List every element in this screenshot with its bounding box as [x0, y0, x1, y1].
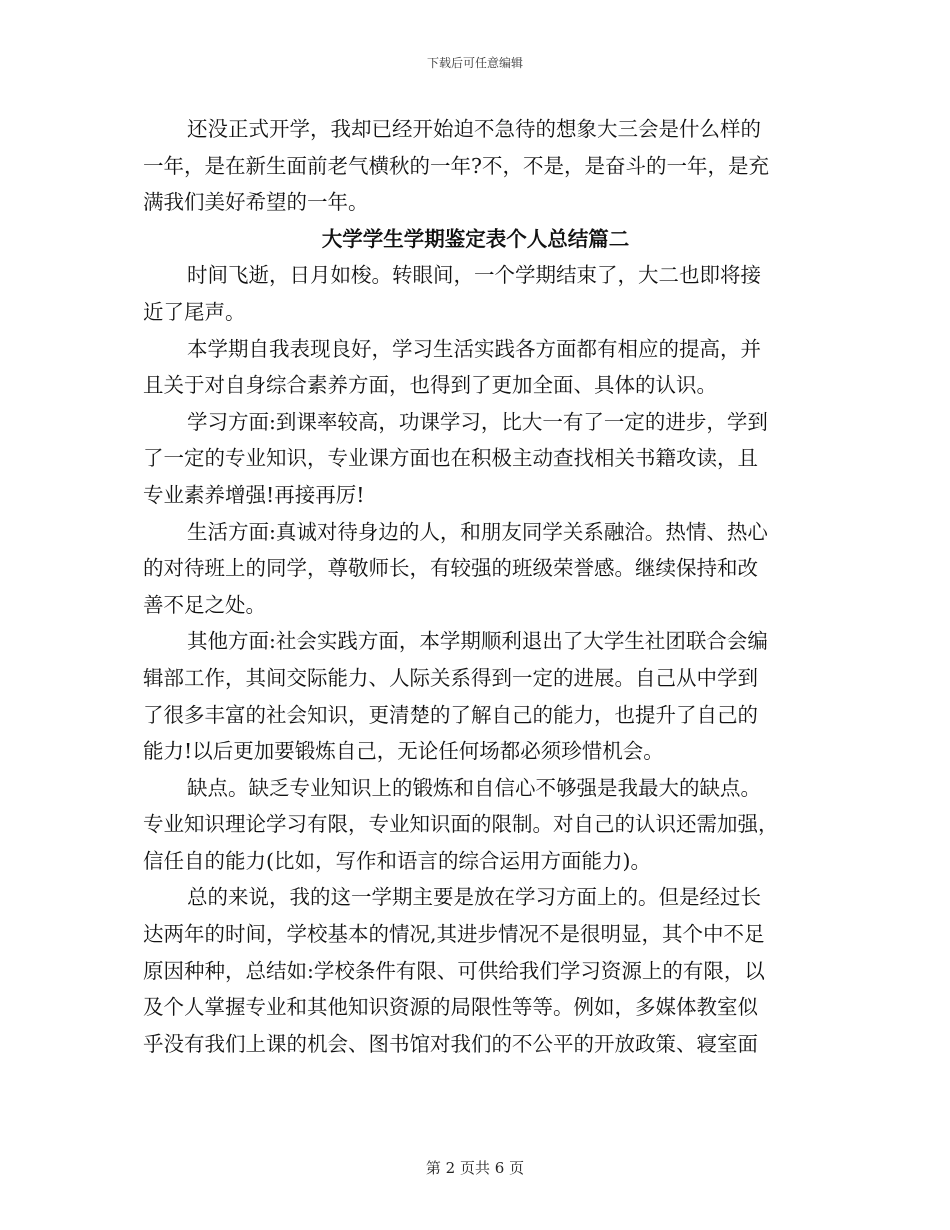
text-line: 还没正式开学，我却已经开始迫不急待的想象大三会是什么样的 [187, 117, 761, 141]
text-line: 达两年的时间，学校基本的情况,其进步情况不是很明显，其个中不足 [143, 922, 765, 947]
text-line: 学习方面:到课率较高，功课学习，比大一有了一定的进步，学到 [187, 409, 768, 434]
document-body [143, 111, 808, 1062]
text-line: 及个人掌握专业和其他知识资源的局限性等等。例如，多媒体教室似 [143, 995, 758, 1020]
text-line: 善不足之处。 [143, 592, 266, 617]
text-line: 总的来说，我的这一学期主要是放在学习方面上的。但是经过长 [187, 885, 761, 910]
text-line: 专业知识理论学习有限，专业知识面的限制。对自己的认识还需加强， [143, 812, 779, 837]
text-line: 满我们美好希望的一年。 [143, 190, 369, 215]
text-line: 辑部工作，其间交际能力、人际关系得到一定的进展。自己从中学到 [143, 665, 758, 690]
text-line: 的对待班上的同学，尊敬师长，有较强的班级荣誉感。继续保持和改 [143, 556, 758, 581]
page-footer: 第 2 页共 6 页 [425, 1159, 525, 1177]
text-line: 原因种种，总结如:学校条件有限、可供给我们学习资源上的有限，以 [143, 958, 765, 983]
text-line: 信任自的能力(比如，写作和语言的综合运用方面能力)。 [143, 848, 651, 873]
page-header: 下载后可任意编辑 [426, 56, 523, 70]
text-line: 一年，是在新生面前老气横秋的一年?不，不是，是奋斗的一年，是充 [143, 153, 769, 178]
text-line: 生活方面:真诚对待身边的人，和朋友同学关系融洽。热情、热心 [187, 519, 768, 544]
text-line: 乎没有我们上课的机会、图书馆对我们的不公平的开放政策、寝室面 [143, 1031, 758, 1056]
text-line: 了一定的专业知识，专业课方面也在积极主动查找相关书籍攻读，且 [143, 446, 758, 471]
text-line: 且关于对自身综合素养方面，也得到了更加全面、具体的认识。 [143, 373, 717, 398]
text-line: 缺点。缺乏专业知识上的锻炼和自信心不够强是我最大的缺点。 [187, 775, 761, 800]
text-line: 其他方面:社会实践方面，本学期顺利退出了大学生社团联合会编 [187, 629, 768, 654]
text-line: 本学期自我表现良好，学习生活实践各方面都有相应的提高，并 [187, 336, 761, 361]
text-line: 专业素养增强!再接再厉! [143, 482, 365, 507]
text-line: 了很多丰富的社会知识，更清楚的了解自己的能力，也提升了自己的 [143, 702, 758, 727]
section-title: 大学学生学期鉴定表个人总结篇二 [321, 226, 630, 251]
text-line: 时间飞逝，日月如梭。转眼间，一个学期结束了，大二也即将接 [187, 263, 761, 288]
text-line: 能力!以后更加要锻炼自己，无论任何场都必须珍惜机会。 [143, 739, 664, 764]
text-line: 近了尾声。 [143, 299, 246, 324]
